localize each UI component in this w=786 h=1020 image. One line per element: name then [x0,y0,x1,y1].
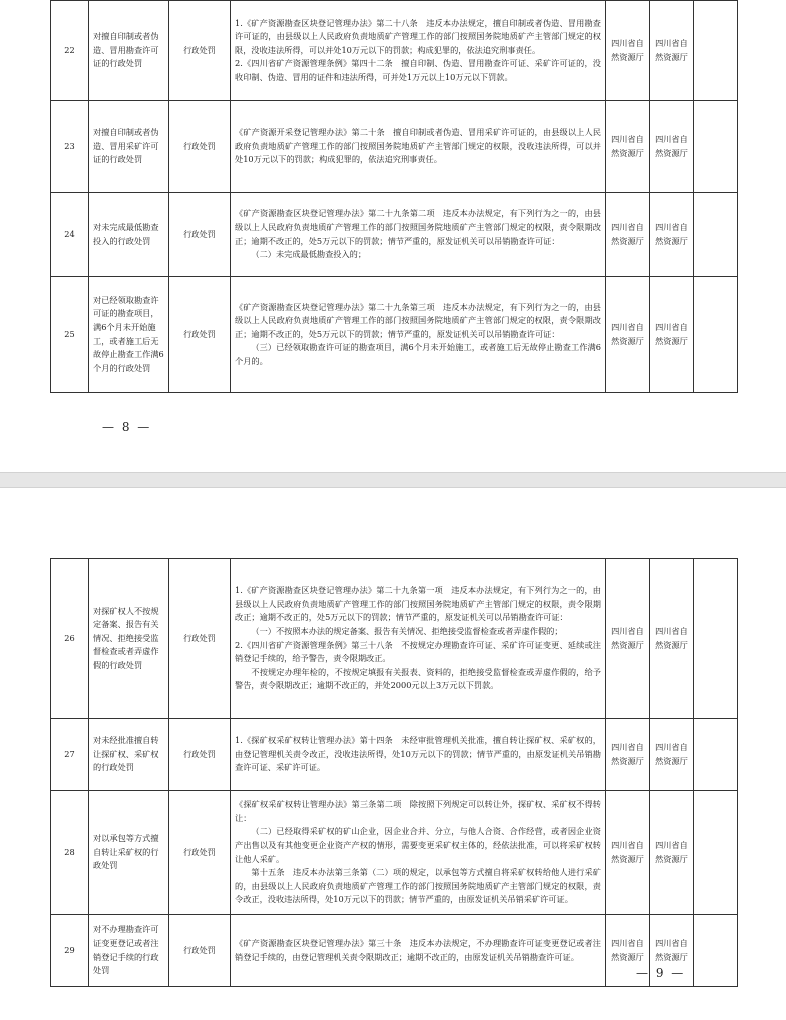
row-number: 28 [51,791,89,915]
legal-basis [231,101,606,193]
notes-cell [694,193,738,277]
legal-basis-paragraph: 不按规定办理年检的，不按规定填报有关报表、资料的，拒绝接受监督检查或弄虚作假的，给予警告，责令限期改正；逾期不改正的，并处2000元以上3万元以下罚款。 [235,666,601,691]
row-number: 23 [51,101,89,193]
legal-basis-paragraph: 《矿产资源勘查区块登记管理办法》第二十九条第三项 违反本办法规定，有下列行为之一的，由县级以上人民政府负责地质矿产管理工作的部门按照国务院地质矿产主管部门规定的权限，责令限期改正；逾期不改正的，处5万元以下的罚款；情节严重的，原发证机关可以吊销勘查许可证： [235,301,601,339]
item-type: 行政处罚 [169,193,231,277]
penalty-table [50,558,738,987]
row-number: 27 [51,719,89,791]
legal-basis [231,791,606,915]
implementing-agency: 四川省自然资源厅 [606,791,650,915]
notes-cell [694,719,738,791]
legal-basis-paragraph: 2.《四川省矿产资源管理条例》第四十二条 擅自印制、伪造、冒用勘查许可证、采矿许可证的，没收印制、伪造、冒用的证件和违法所得，可并处1万元以上10万元以下罚款。 [235,58,601,82]
table-row [51,719,738,791]
implementing-agency: 四川省自然资源厅 [606,277,650,393]
item-type: 行政处罚 [169,791,231,915]
item-type: 行政处罚 [169,915,231,987]
penalty-table [50,0,738,393]
notes-cell [694,791,738,915]
table-row [51,277,738,393]
legal-basis [231,915,606,987]
legal-basis-paragraph: （二）已经取得采矿权的矿山企业，因企业合并、分立，与他人合资、合作经营，或者因企业资产出售以及有其他变更企业资产产权的情形，需要变更采矿权主体的，经依法批准，可以将采矿权转让他人采矿。 [235,826,601,864]
responsible-agency: 四川省自然资源厅 [650,791,694,915]
item-name: 对未完成最低勘查投入的行政处罚 [89,193,169,277]
item-name: 对已经领取勘查许可证的勘查项目，满6个月未开始施工，或者施工后无故停止勘查工作满6个月的行政处罚 [89,277,169,393]
legal-basis-paragraph: 第十五条 违反本办法第三条第（二）项的规定，以承包等方式擅自将采矿权转给他人进行采矿的，由县级以上人民政府负责地质矿产管理工作的部门按照国务院地质矿产主管部门规定的权限，责令改正，没收违法所得，处10万元以下的罚款；情节严重的，由原发证机关吊销采矿许可证。 [235,867,601,905]
legal-basis-paragraph: 1.《探矿权采矿权转让管理办法》第十四条 未经审批管理机关批准，擅自转让探矿权、采矿权的，由登记管理机关责令改正，没收违法所得，处10万元以下的罚款；情节严重的，由原发证机关吊销勘查许可证、采矿许可证。 [235,735,601,773]
legal-basis [231,559,606,719]
implementing-agency: 四川省自然资源厅 [606,915,650,987]
row-number: 26 [51,559,89,719]
implementing-agency: 四川省自然资源厅 [606,559,650,719]
item-type: 行政处罚 [169,277,231,393]
legal-basis-paragraph: 《矿产资源勘查区块登记管理办法》第三十条 违反本办法规定，不办理勘查许可证变更登记或者注销登记手续的，由登记管理机关责令限期改正；逾期不改正的，由原发证机关吊销勘查许可证。 [235,937,601,962]
notes-cell [694,101,738,193]
responsible-agency: 四川省自然资源厅 [650,559,694,719]
notes-cell [694,277,738,393]
responsible-agency: 四川省自然资源厅 [650,719,694,791]
page-number: — 8 — [102,420,152,434]
page-number: — 9 — [636,966,686,980]
responsible-agency: 四川省自然资源厅 [650,193,694,277]
item-name: 对不办理勘查许可证变更登记或者注销登记手续的行政处罚 [89,915,169,987]
legal-basis [231,193,606,277]
responsible-agency: 四川省自然资源厅 [650,915,694,987]
legal-basis-paragraph: 《矿产资源开采登记管理办法》第二十条 擅自印制或者伪造、冒用采矿许可证的，由县级以上人民政府负责地质矿产管理工作的部门按照国务院地质矿产主管部门规定的权限，没收违法所得，可以并处10万元以下的罚款；构成犯罪的，依法追究刑事责任。 [235,127,601,165]
responsible-agency: 四川省自然资源厅 [650,1,694,101]
legal-basis-paragraph: （二）未完成最低勘查投入的； [251,249,367,260]
table-row [51,101,738,193]
table-row [51,193,738,277]
legal-basis-paragraph: （一）不按照本办法的规定备案、报告有关情况、拒绝接受监督检查或者弄虚作假的； [251,625,563,636]
row-number: 29 [51,915,89,987]
item-type: 行政处罚 [169,1,231,101]
table-row [51,1,738,101]
row-number: 22 [51,1,89,101]
notes-cell [694,1,738,101]
item-type: 行政处罚 [169,559,231,719]
notes-cell [694,559,738,719]
item-name: 对探矿权人不按规定备案、报告有关情况、拒绝接受监督检查或者弄虚作假的行政处罚 [89,559,169,719]
item-type: 行政处罚 [169,101,231,193]
implementing-agency: 四川省自然资源厅 [606,101,650,193]
implementing-agency: 四川省自然资源厅 [606,193,650,277]
row-number: 25 [51,277,89,393]
legal-basis [231,1,606,101]
item-name: 对擅自印制或者伪造、冒用采矿许可证的行政处罚 [89,101,169,193]
item-name: 对以承包等方式擅自转让采矿权的行政处罚 [89,791,169,915]
legal-basis-paragraph: 1.《矿产资源勘查区块登记管理办法》第二十九条第一项 违反本办法规定，有下列行为之一的，由县级以上人民政府负责地质矿产管理工作的部门按照国务院地质矿产主管部门规定的权限，责令限期改正；逾期不改正的，处5万元以下的罚款；情节严重的，原发证机关可以吊销勘查许可证： [235,585,601,623]
document-page-9 [0,488,786,1020]
item-type: 行政处罚 [169,719,231,791]
legal-basis-paragraph: 2.《四川省矿产资源管理条例》第三十八条 不按规定办理勘查许可证、采矿许可证变更、延续或注销登记手续的，给予警告，责令限期改正。 [235,639,601,664]
legal-basis [231,719,606,791]
item-name: 对未经批准擅自转让探矿权、采矿权的行政处罚 [89,719,169,791]
legal-basis-paragraph: 1.《矿产资源勘查区块登记管理办法》第二十八条 违反本办法规定，擅自印制或者伪造、冒用勘查许可证的，由县级以上人民政府负责地质矿产管理工作的部门按照国务院地质矿产主管部门规定的权限，没收违法所得，可以并处10万元以下的罚款；构成犯罪的，依法追究刑事责任。 [235,17,601,55]
item-name: 对擅自印制或者伪造、冒用勘查许可证的行政处罚 [89,1,169,101]
document-page-8 [0,0,786,472]
notes-cell [694,915,738,987]
legal-basis [231,277,606,393]
table-row [51,559,738,719]
legal-basis-paragraph: 《探矿权采矿权转让管理办法》第三条第二项 除按照下列规定可以转让外，探矿权、采矿权不得转让： [235,799,601,823]
table-row [51,791,738,915]
row-number: 24 [51,193,89,277]
responsible-agency: 四川省自然资源厅 [650,277,694,393]
table-row [51,915,738,987]
legal-basis-paragraph: 《矿产资源勘查区块登记管理办法》第二十九条第二项 违反本办法规定，有下列行为之一的，由县级以上人民政府负责地质矿产管理工作的部门按照国务院地质矿产主管部门规定的权限，责令限期改正；逾期不改正的，处5万元以下的罚款；情节严重的，原发证机关可以吊销勘查许可证： [235,208,601,246]
responsible-agency: 四川省自然资源厅 [650,101,694,193]
implementing-agency: 四川省自然资源厅 [606,1,650,101]
legal-basis-paragraph: （三）已经领取勘查许可证的勘查项目，满6个月未开始施工，或者施工后无故停止勘查工作满6个月的。 [235,342,601,366]
implementing-agency: 四川省自然资源厅 [606,719,650,791]
